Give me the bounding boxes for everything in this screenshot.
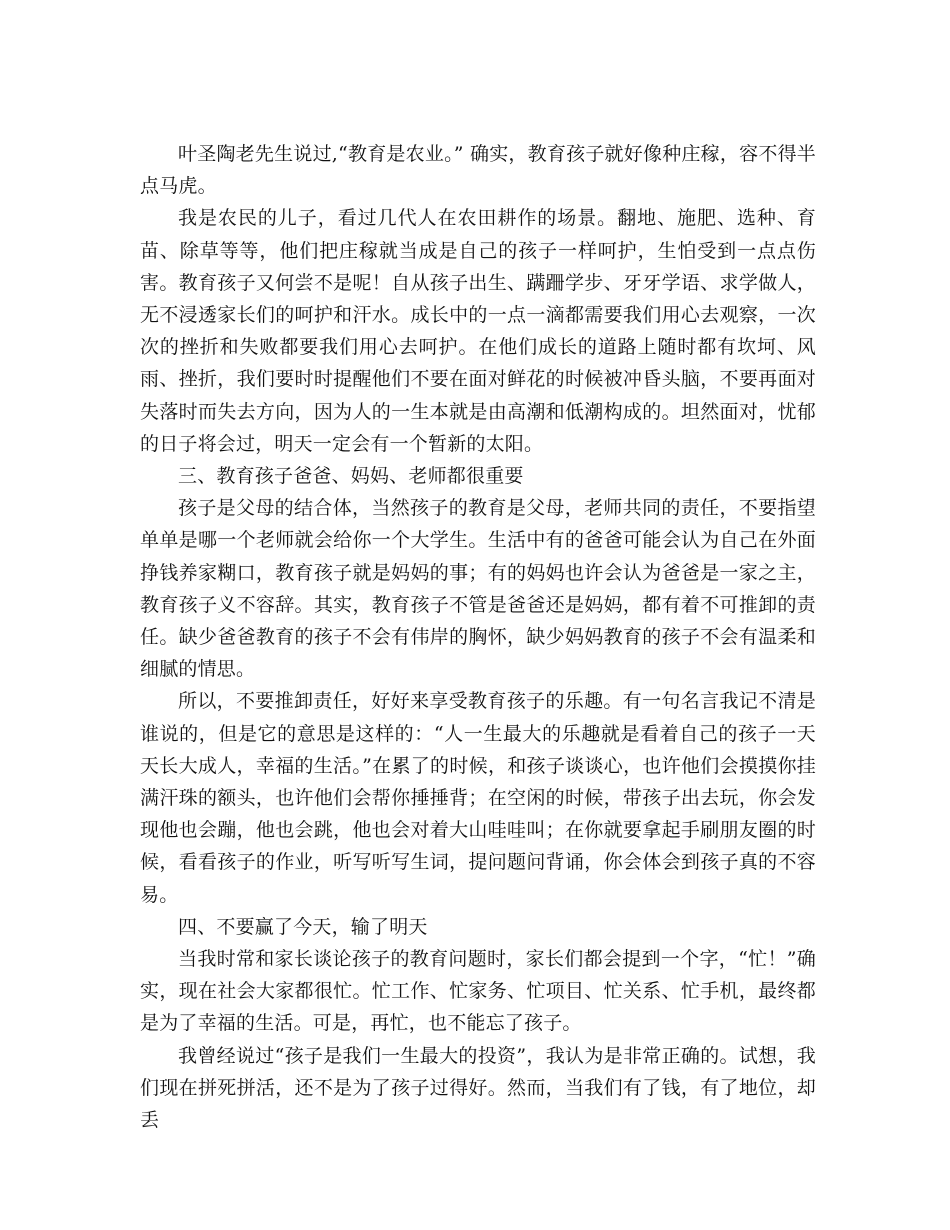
document-body — [140, 138, 816, 1136]
paragraph-farmer-son: 我是农民的儿子，看过几代人在农田耕作的场景。翻地、施肥、选种、育苗、除草等等，他们把庄稼就当成是自己的孩子一样呵护，生怕受到一点点伤害。教育孩子又何尝不是呢！自从孩子出生、蹒跚学步、牙牙学语、求学做人，无不浸透家长们的呵护和汗水。成长中的一点一滴都需要我们用心去观察，一次次的挫折和失败都要我们用心去呵护。在他们成长的道路上随时都有坎坷、风雨、挫折，我们要时时提醒他们不要在面对鲜花的时候被冲昏头脑，不要再面对失落时而失去方向，因为人的一生本就是由高潮和低潮构成的。坦然面对，忧郁的日子将会过，明天一定会有一个暂新的太阳。 — [140, 207, 816, 455]
section-heading-three: 三、教育孩子爸爸、妈妈、老师都很重要 — [178, 465, 524, 488]
paragraph-biggest-investment: 我曾经说过“孩子是我们一生最大的投资”，我认为是非常正确的。试想，我们现在拼死拼活，还不是为了孩子过得好。然而，当我们有了钱，有了地位，却丢 — [140, 1044, 816, 1132]
paragraph-busy-parents: 当我时常和家长谈论孩子的教育问题时，家长们都会提到一个字，“忙！”确实，现在社会大家都很忙。忙工作、忙家务、忙项目、忙关系、忙手机，最终都是为了幸福的生活。可是，再忙，也不能忘了孩子。 — [140, 948, 816, 1035]
paragraph-ye-shengtao-quote: 叶圣陶老先生说过,“教育是农业。” 确实，教育孩子就好像种庄稼，容不得半点马虎。 — [140, 143, 816, 198]
paragraph-enjoy-education: 所以，不要推卸责任，好好来享受教育孩子的乐趣。有一句名言我记不清是谁说的，但是它的意思是这样的：“人一生最大的乐趣就是看着自己的孩子一天天长大成人，幸福的生活。”在累了的时候，和孩子谈谈心，也许他们会摸摸你挂满汗珠的额头，也许他们会帮你捶捶背；在空闲的时候，带孩子出去玩，你会发现他也会蹦，他也会跳，他也会对着大山哇哇叫；在你就要拿起手刷朋友圈的时候，看看孩子的作业，听写听写生词，提问题问背诵，你会体会到孩子真的不容易。 — [140, 690, 816, 906]
paragraph-parents-responsibility: 孩子是父母的结合体，当然孩子的教育是父母，老师共同的责任，不要指望单单是哪一个老师就会给你一个大学生。生活中有的爸爸可能会认为自己在外面挣钱养家糊口，教育孩子就是妈妈的事；有的妈妈也许会认为爸爸是一家之主，教育孩子义不容辞。其实，教育孩子不管是爸爸还是妈妈，都有着不可推卸的责任。缺少爸爸教育的孩子不会有伟岸的胸怀，缺少妈妈教育的孩子不会有温柔和细腻的情思。 — [140, 497, 816, 681]
section-heading-four: 四、不要赢了今天，输了明天 — [178, 915, 428, 938]
